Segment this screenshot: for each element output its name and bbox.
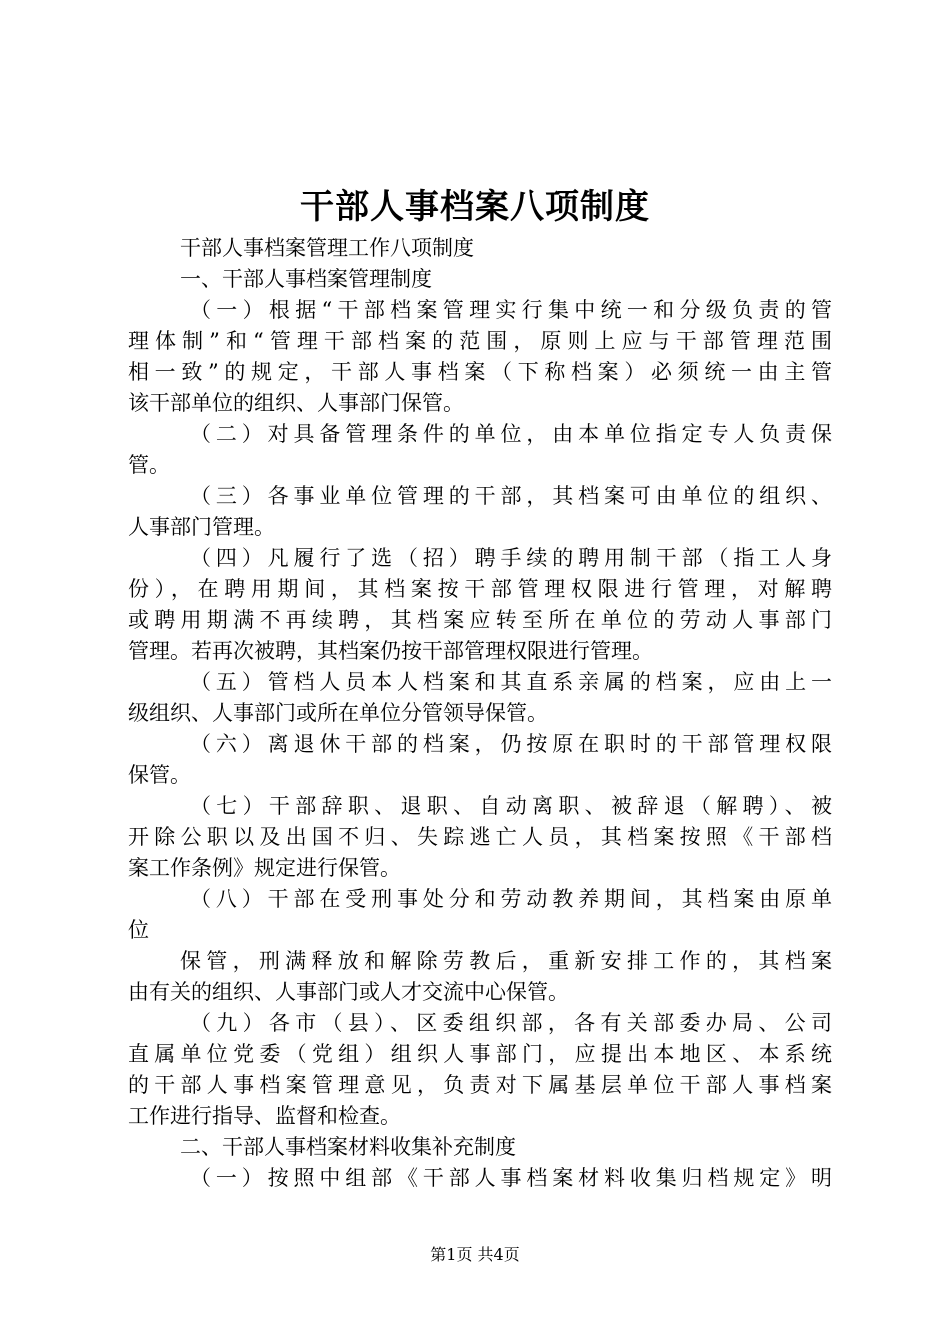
paragraph-line: 级组织、人事部门或所在单位分管领导保管。 — [128, 701, 548, 725]
paragraph-line: （二）对具备管理条件的单位，由本单位指定专人负责保 — [190, 422, 832, 446]
paragraph-line: 该干部单位的组织、人事部门保管。 — [128, 391, 464, 415]
section-heading: 一、干部人事档案管理制度 — [180, 267, 432, 291]
paragraph-line: 案工作条例》规定进行保管。 — [128, 856, 401, 880]
paragraph-line: 的干部人事档案管理意见，负责对下属基层单位干部人事档案 — [128, 1073, 832, 1097]
paragraph-line: 份），在聘用期间，其档案按干部管理权限进行管理，对解聘 — [128, 577, 832, 601]
paragraph-line: 理体制”和“管理干部档案的范围，原则上应与干部管理范围 — [128, 329, 832, 353]
document-body — [128, 233, 832, 1194]
paragraph-line: 位 — [128, 918, 149, 942]
paragraph-line: （九）各市（县）、区委组织部，各有关部委办局、公司 — [190, 1011, 832, 1035]
paragraph-line: 相一致”的规定，干部人事档案（下称档案）必须统一由主管 — [128, 360, 832, 384]
paragraph-line: （四）凡履行了选（招）聘手续的聘用制干部（指工人身 — [190, 546, 832, 570]
paragraph-line: （一）按照中组部《干部人事档案材料收集归档规定》明 — [190, 1166, 832, 1190]
paragraph-line: 工作进行指导、监督和检查。 — [128, 1104, 401, 1128]
paragraph-line: 管理。若再次被聘，其档案仍按干部管理权限进行管理。 — [128, 639, 653, 663]
page-footer: 第1页 共4页 — [430, 1245, 520, 1264]
paragraph-line: 开除公职以及出国不归、失踪逃亡人员，其档案按照《干部档 — [128, 825, 832, 849]
paragraph-line: 或聘用期满不再续聘，其档案应转至所在单位的劳动人事部门 — [128, 608, 832, 632]
paragraph-line: 干部人事档案管理工作八项制度 — [180, 236, 474, 260]
paragraph-line: 保管，刑满释放和解除劳教后，重新安排工作的，其档案 — [180, 949, 832, 973]
paragraph-line: 保管。 — [128, 763, 191, 787]
paragraph-line: 直属单位党委（党组）组织人事部门，应提出本地区、本系统 — [128, 1042, 832, 1066]
paragraph-line: 由有关的组织、人事部门或人才交流中心保管。 — [128, 980, 569, 1004]
paragraph-line: （六）离退休干部的档案，仍按原在职时的干部管理权限 — [190, 732, 832, 756]
paragraph-line: （五）管档人员本人档案和其直系亲属的档案，应由上一 — [190, 670, 832, 694]
document-title: 干部人事档案八项制度 — [300, 187, 650, 227]
section-heading: 二、干部人事档案材料收集补充制度 — [180, 1135, 516, 1159]
paragraph-line: 人事部门管理。 — [128, 515, 275, 539]
paragraph-line: （一）根据“干部档案管理实行集中统一和分级负责的管 — [190, 298, 832, 322]
paragraph-line: （三）各事业单位管理的干部，其档案可由单位的组织、 — [190, 484, 832, 508]
paragraph-line: （七）干部辞职、退职、自动离职、被辞退（解聘）、被 — [190, 794, 832, 818]
paragraph-line: （八）干部在受刑事处分和劳动教养期间，其档案由原单 — [190, 887, 832, 911]
paragraph-line: 管。 — [128, 453, 170, 477]
